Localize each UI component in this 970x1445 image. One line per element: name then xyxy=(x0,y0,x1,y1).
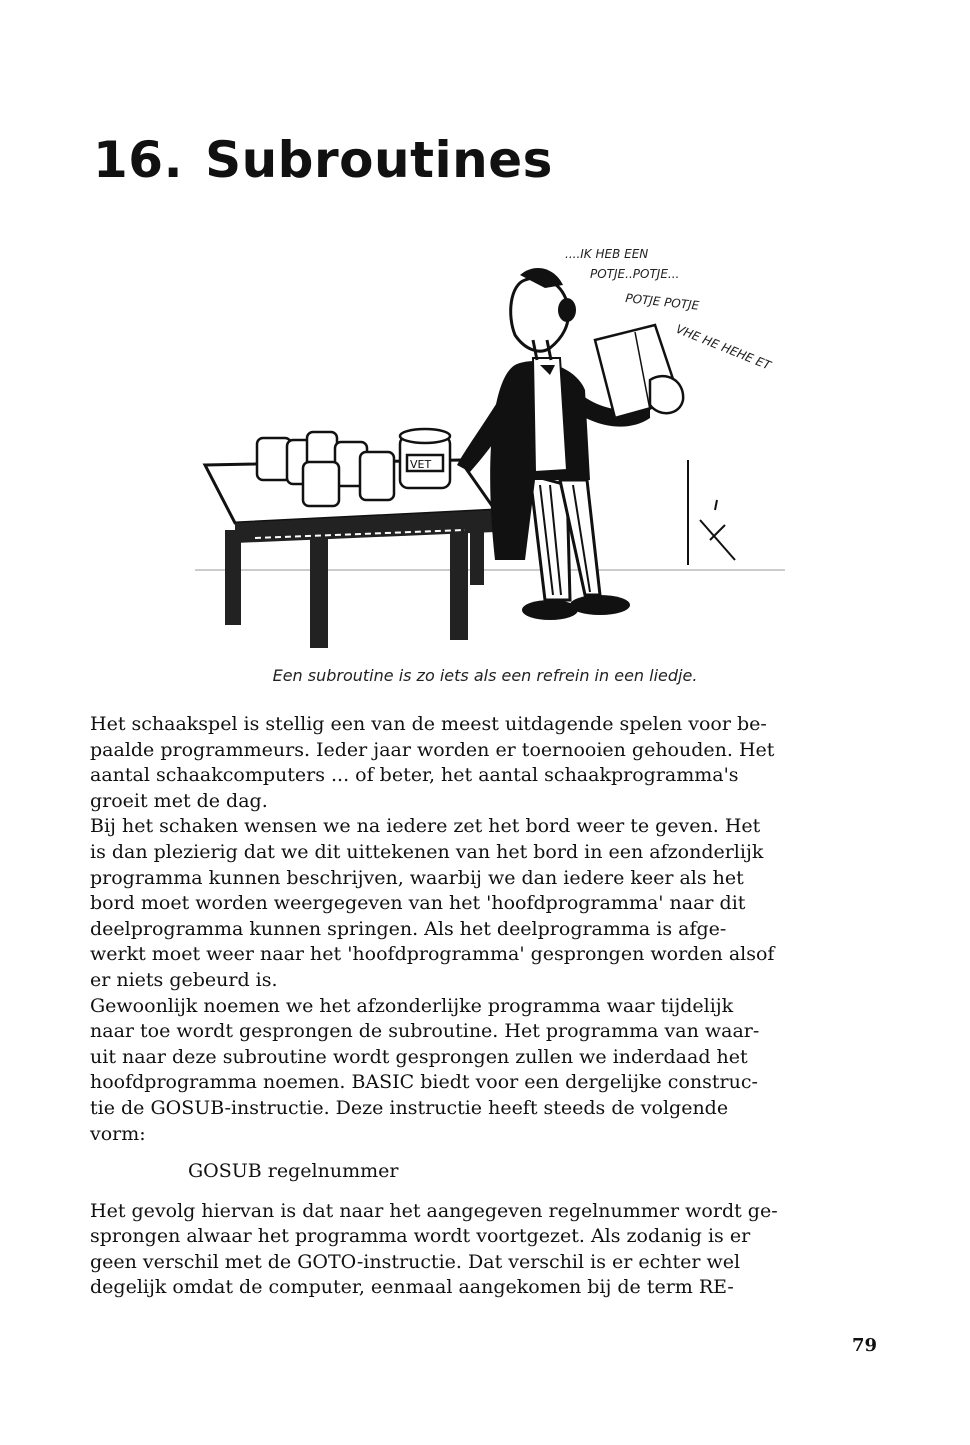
paragraph-4: Het gevolg hiervan is dat naar het aangegeven regelnummer wordt ge- sprongen alwaar het programma wordt voortgezet. Als zodanig is er geen verschil met de GOTO-instructie. Dat verschil is er echter wel degelijk omdat de computer, eenmaal aangekomen bij de term RE- xyxy=(90,1199,778,1299)
page-number: 79 xyxy=(852,1335,878,1356)
singing-man xyxy=(457,268,683,620)
code-syntax: GOSUB regelnummer xyxy=(188,1160,399,1183)
singing-man-drawing xyxy=(195,240,795,660)
chapter-title xyxy=(93,128,553,192)
paragraph-1: Het schaakspel is stellig een van de meest uitdagende spelen voor be- paalde programmeurs. Ieder jaar worden er toernooien gehouden. Het aantal schaakcomputers ... of beter, het aantal schaakprogramma's groeit met de dag. xyxy=(90,713,775,812)
song-lyrics xyxy=(565,247,774,373)
svg-text:VHE HE HEHE ET: VHE HE HEHE ET xyxy=(673,321,773,373)
svg-text:....IK HEB EEN: ....IK HEB EEN xyxy=(565,247,649,261)
body-text xyxy=(90,712,890,1301)
jar-label: VET xyxy=(410,458,432,471)
chapter-number: 16. xyxy=(93,131,184,189)
cartoon-illustration xyxy=(195,240,795,660)
svg-text:POTJE POTJE: POTJE POTJE xyxy=(624,291,700,313)
table xyxy=(205,460,495,648)
paragraph-3: Gewoonlijk noemen we het afzonderlijke programma waar tijdelijk naar toe wordt gesprongen de subroutine. Het programma van waar- uit naar deze subroutine wordt gesprongen zullen we inderdaad het hoofdprogramma noemen. BASIC biedt voor een dergelijke construc- tie de GOSUB-instructie. Deze instructie heeft steeds de volgende vorm: xyxy=(90,994,760,1145)
chapter-name: Subroutines xyxy=(205,131,553,189)
svg-text:POTJE..POTJE...: POTJE..POTJE... xyxy=(590,267,680,281)
paragraph-2: Bij het schaken wensen we na iedere zet het bord weer te geven. Het is dan plezierig dat we dit uittekenen van het bord in een afzonderlijk programma kunnen beschrijven, waarbij we dan iedere keer als het bord moet worden weergegeven van het 'hoofdprogramma' naar dit deelprogramma kunnen springen. Als het deelprogramma is afge- werkt moet weer naar het 'hoofdprogramma' gesprongen worden alsof er niets gebeurd is. xyxy=(90,815,775,991)
illustration-caption: Een subroutine is zo iets als een refrein in een liedje. xyxy=(272,666,698,685)
